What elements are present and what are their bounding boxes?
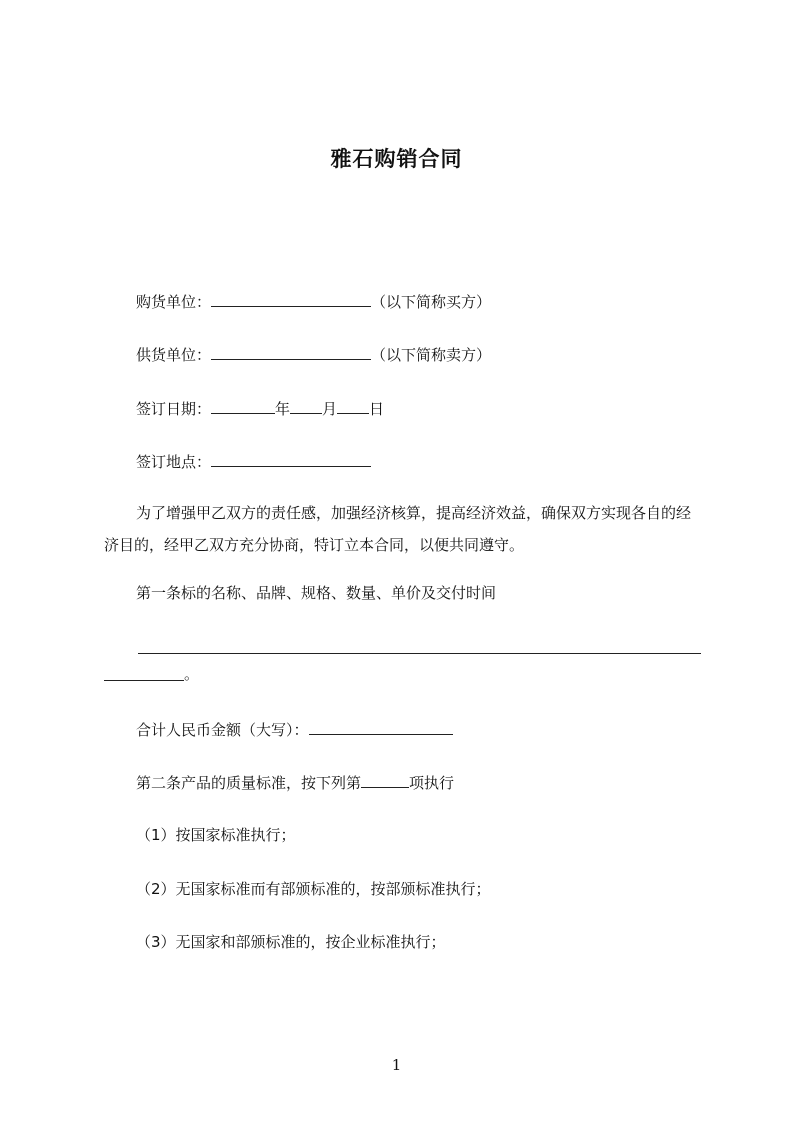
seller-suffix: （以下简称卖方） <box>371 346 492 364</box>
page-number: 1 <box>391 1056 402 1074</box>
item-3: （3）无国家和部颁标准的，按企业标准执行； <box>136 933 446 951</box>
article2-heading <box>136 772 454 793</box>
seller-line <box>136 344 491 365</box>
intro-paragraph <box>104 497 704 561</box>
day-label: 日 <box>369 400 385 418</box>
date-line <box>136 398 384 419</box>
year-blank[interactable] <box>211 398 275 414</box>
item-2: （2）无国家标准而有部颁标准的，按部颁标准执行； <box>136 880 491 898</box>
article2-blank[interactable] <box>361 772 409 788</box>
total-label: 合计人民币金额（大写）： <box>136 721 309 739</box>
day-blank[interactable] <box>337 398 369 414</box>
month-blank[interactable] <box>290 398 322 414</box>
buyer-label: 购货单位： <box>136 293 212 311</box>
place-line <box>136 451 371 472</box>
buyer-blank[interactable] <box>211 291 371 307</box>
document-title: 雅石购销合同 <box>330 147 463 171</box>
place-blank[interactable] <box>211 451 371 467</box>
total-blank[interactable] <box>309 719 453 735</box>
buyer-line <box>136 291 491 312</box>
article1-heading: 第一条标的名称、品牌、规格、数量、单价及交付时间 <box>136 584 497 602</box>
seller-blank[interactable] <box>211 344 371 360</box>
article2-pre: 第二条产品的质量标准，按下列第 <box>136 774 362 792</box>
buyer-suffix: （以下简称买方） <box>371 293 492 311</box>
year-label: 年 <box>275 400 291 418</box>
place-label: 签订地点： <box>136 453 212 471</box>
article1-end: 。 <box>184 665 200 683</box>
total-line <box>136 719 453 740</box>
seller-label: 供货单位： <box>136 346 212 364</box>
article1-blank-line-cont[interactable] <box>104 680 184 681</box>
article1-blank-line[interactable] <box>138 653 701 654</box>
item-1: （1）按国家标准执行； <box>136 826 296 844</box>
article2-post: 项执行 <box>409 774 455 792</box>
intro-text: 为了增强甲乙双方的责任感，加强经济核算，提高经济效益，确保双方实现各自的经济目的，经甲乙双方充分协商，特订立本合同，以便共同遵守。 <box>104 504 692 554</box>
date-label: 签订日期： <box>136 400 212 418</box>
month-label: 月 <box>322 400 338 418</box>
